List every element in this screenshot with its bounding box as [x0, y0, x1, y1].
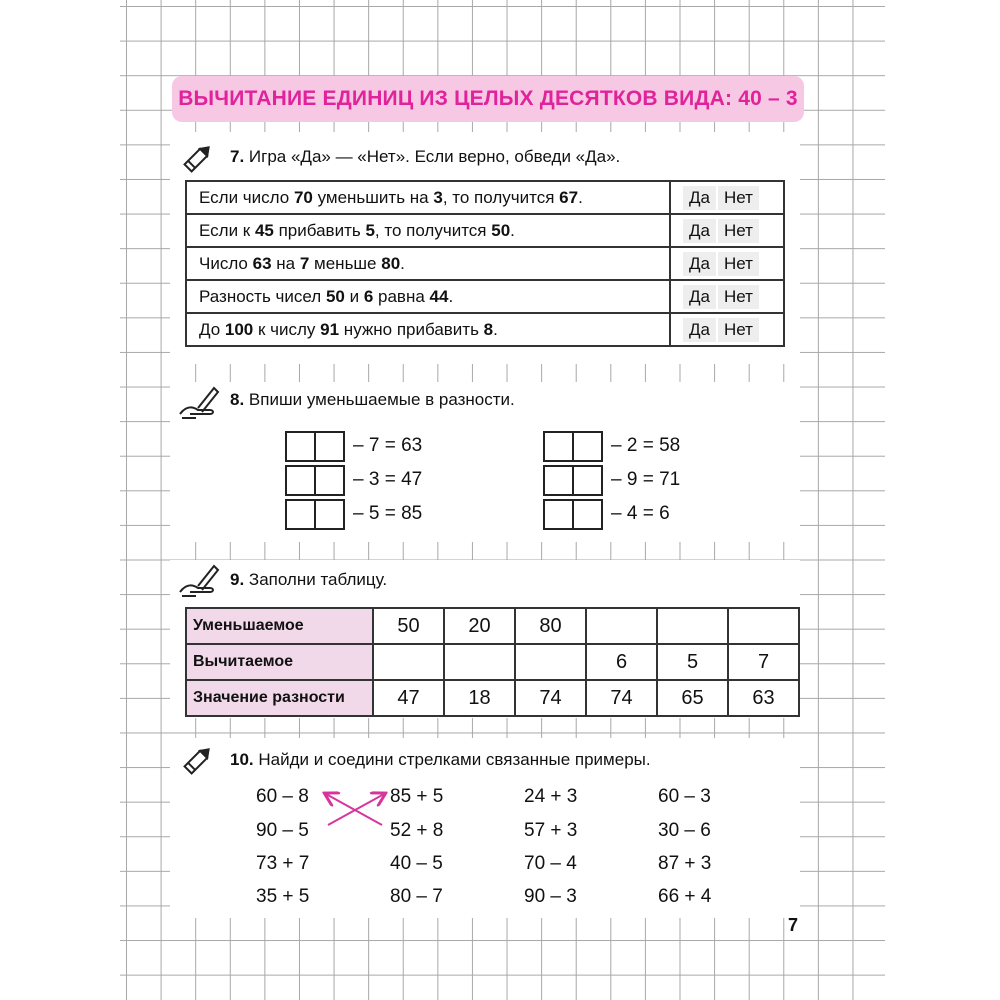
statement-row [186, 247, 784, 280]
table-cell: 47 [373, 680, 444, 716]
example-item[interactable]: 40 – 5 [390, 853, 443, 874]
table-cell: 74 [515, 680, 586, 716]
difference-table [185, 607, 800, 717]
digit-box[interactable] [314, 431, 345, 462]
equation-right-1 [543, 430, 680, 462]
answer-cell [670, 214, 784, 247]
equation-text: – 9 = 71 [611, 469, 681, 490]
table-cell: 63 [728, 680, 799, 716]
equation-text: – 7 = 63 [353, 435, 423, 456]
table-cell: 20 [444, 608, 515, 644]
digit-box[interactable] [314, 499, 345, 530]
page-title: ВЫЧИТАНИЕ ЕДИНИЦ ИЗ ЦЕЛЫХ ДЕСЯТКОВ ВИДА: 40 – 3 [172, 76, 804, 122]
equation-right-3 [543, 498, 670, 530]
page-number: 7 [788, 915, 799, 935]
table-cell[interactable] [728, 608, 799, 644]
row-header: Вычитаемое [186, 644, 373, 680]
equation-text: – 4 = 6 [611, 503, 670, 524]
equation-text: – 5 = 85 [353, 503, 423, 524]
answer-no[interactable]: Нет [718, 186, 759, 210]
example-item[interactable]: 60 – 3 [658, 786, 711, 807]
equation-left-1 [285, 430, 422, 462]
example-item[interactable]: 35 + 5 [256, 886, 310, 907]
digit-box[interactable] [285, 431, 316, 462]
answer-yes[interactable]: Да [683, 252, 716, 276]
digit-box[interactable] [285, 499, 316, 530]
example-item[interactable]: 90 – 3 [524, 886, 577, 907]
table-row [186, 608, 799, 644]
table-row [186, 680, 799, 716]
statement-text: Число 63 на 7 меньше 80. [186, 247, 670, 280]
digit-box[interactable] [285, 465, 316, 496]
example-item[interactable]: 90 – 5 [256, 820, 309, 841]
task8-title: 8. Впиши уменьшаемые в разности. [230, 390, 515, 409]
table-cell[interactable] [586, 608, 657, 644]
digit-box[interactable] [572, 465, 603, 496]
answer-cell [670, 181, 784, 214]
row-header: Уменьшаемое [186, 608, 373, 644]
task9-title: 9. Заполни таблицу. [230, 570, 388, 589]
answer-no[interactable]: Нет [718, 219, 759, 243]
equation-text: – 3 = 47 [353, 469, 423, 490]
answer-no[interactable]: Нет [718, 252, 759, 276]
writing-hand-icon [176, 384, 220, 420]
example-arrows [320, 785, 390, 835]
digit-box[interactable] [543, 431, 574, 462]
statement-row [186, 181, 784, 214]
table-cell: 50 [373, 608, 444, 644]
table-cell[interactable] [515, 644, 586, 680]
statement-text: Разность чисел 50 и 6 равна 44. [186, 280, 670, 313]
example-item[interactable]: 80 – 7 [390, 886, 443, 907]
statement-text: Если к 45 прибавить 5, то получится 50. [186, 214, 670, 247]
table-row [186, 644, 799, 680]
answer-yes[interactable]: Да [683, 219, 716, 243]
task7-title: 7. Игра «Да» — «Нет». Если верно, обведи «Да». [230, 147, 621, 166]
answer-cell [670, 313, 784, 346]
table-cell[interactable] [444, 644, 515, 680]
equation-left-3 [285, 498, 422, 530]
answer-yes[interactable]: Да [683, 285, 716, 309]
digit-box[interactable] [572, 431, 603, 462]
example-item[interactable]: 70 – 4 [524, 853, 577, 874]
example-item[interactable]: 24 + 3 [524, 786, 578, 807]
table-cell: 74 [586, 680, 657, 716]
answer-cell [670, 280, 784, 313]
example-item[interactable]: 52 + 8 [390, 820, 444, 841]
equation-text: – 2 = 58 [611, 435, 681, 456]
pencil-icon [180, 742, 216, 778]
digit-box[interactable] [543, 465, 574, 496]
digit-box[interactable] [543, 499, 574, 530]
task10-title: 10. Найди и соедини стрелками связанные примеры. [230, 750, 651, 769]
example-item[interactable]: 60 – 8 [256, 786, 309, 807]
row-header: Значение разности [186, 680, 373, 716]
example-item[interactable]: 73 + 7 [256, 853, 310, 874]
table-cell: 65 [657, 680, 728, 716]
equation-left-2 [285, 464, 422, 496]
example-item[interactable]: 57 + 3 [524, 820, 578, 841]
pencil-icon [180, 140, 216, 176]
table-cell: 7 [728, 644, 799, 680]
table-cell[interactable] [373, 644, 444, 680]
statement-row [186, 214, 784, 247]
table-cell[interactable] [657, 608, 728, 644]
statement-row [186, 280, 784, 313]
statement-text: Если число 70 уменьшить на 3, то получится 67. [186, 181, 670, 214]
answer-no[interactable]: Нет [718, 318, 759, 342]
statement-row [186, 313, 784, 346]
table-cell: 80 [515, 608, 586, 644]
digit-box[interactable] [314, 465, 345, 496]
example-item[interactable]: 85 + 5 [390, 786, 444, 807]
answer-yes[interactable]: Да [683, 318, 716, 342]
example-item[interactable]: 66 + 4 [658, 886, 712, 907]
example-item[interactable]: 87 + 3 [658, 853, 712, 874]
table-cell: 6 [586, 644, 657, 680]
equation-right-2 [543, 464, 680, 496]
yes-no-table [185, 180, 785, 347]
answer-no[interactable]: Нет [718, 285, 759, 309]
example-item[interactable]: 30 – 6 [658, 820, 711, 841]
table-cell: 5 [657, 644, 728, 680]
answer-yes[interactable]: Да [683, 186, 716, 210]
digit-box[interactable] [572, 499, 603, 530]
answer-cell [670, 247, 784, 280]
writing-hand-icon [176, 562, 220, 598]
table-cell: 18 [444, 680, 515, 716]
statement-text: До 100 к числу 91 нужно прибавить 8. [186, 313, 670, 346]
